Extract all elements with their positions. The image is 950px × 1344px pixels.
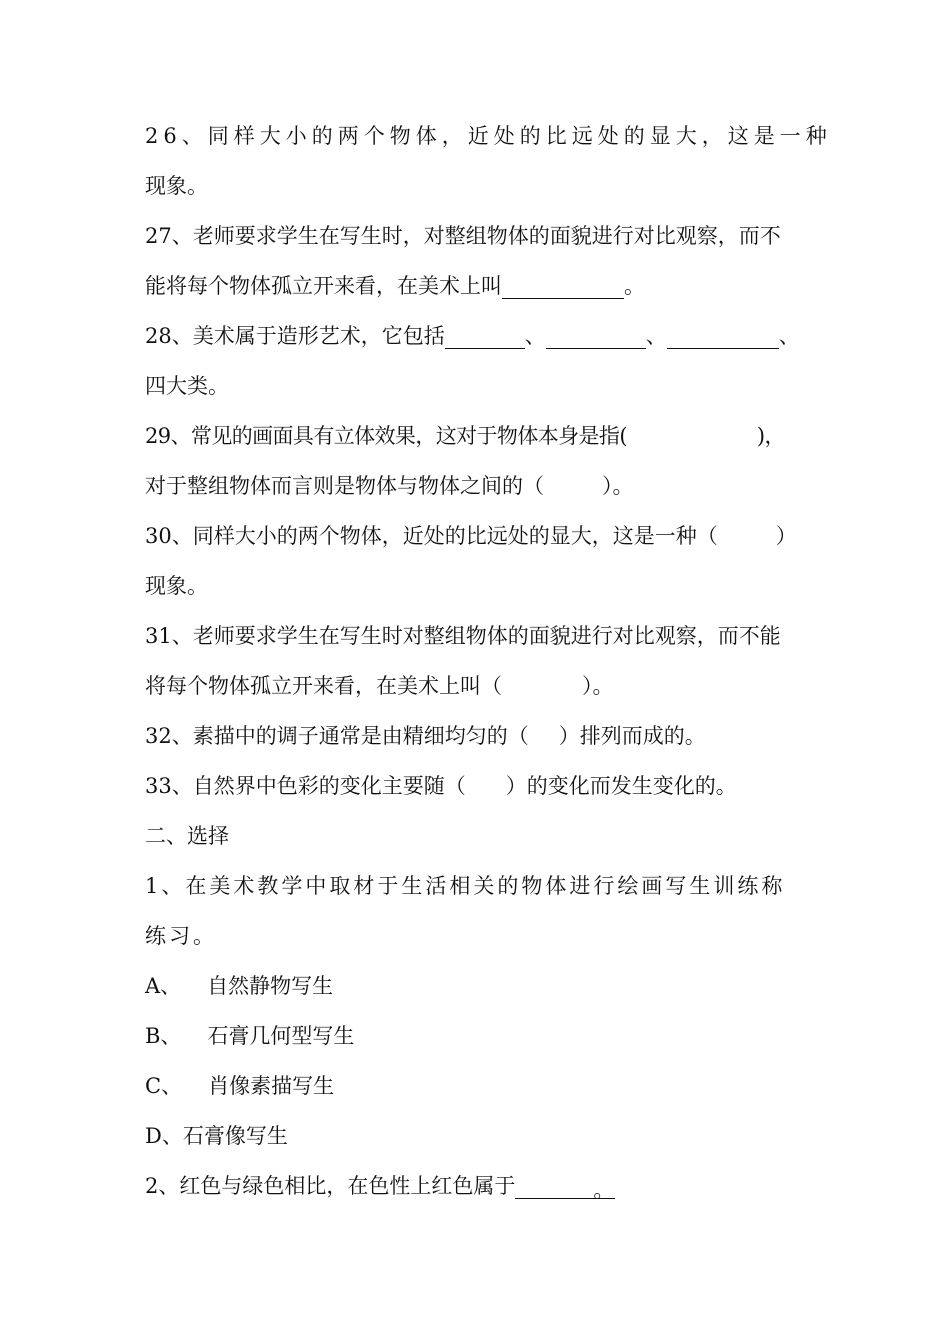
question-text: 红色与绿色相比，在色性上红色属于 bbox=[179, 1174, 516, 1198]
question-28-line-1 bbox=[145, 322, 810, 350]
answer-blank[interactable] bbox=[445, 326, 525, 349]
option-text: 自然静物写生 bbox=[207, 974, 334, 998]
answer-blank[interactable] bbox=[502, 276, 624, 299]
question-number: 33、 bbox=[145, 774, 193, 798]
question-text-end: ）的变化而发生变化的。 bbox=[505, 774, 737, 798]
separator: 、 bbox=[645, 324, 667, 348]
question-text: 四大类。 bbox=[145, 374, 229, 398]
question-29-line-2 bbox=[145, 472, 810, 500]
question-text-end: ） bbox=[775, 524, 797, 548]
question-number: 30、 bbox=[145, 524, 193, 548]
section-title: 二、选择 bbox=[145, 824, 229, 848]
question-text: 老师要求学生在写生时对整组物体的面貌进行对比观察，而不能 bbox=[192, 624, 781, 648]
question-number: 31、 bbox=[145, 624, 193, 648]
answer-blank[interactable] bbox=[546, 326, 646, 349]
choice-question-2-line-1 bbox=[145, 1172, 810, 1200]
question-number: 29、 bbox=[145, 424, 191, 448]
question-26-line-1 bbox=[145, 122, 832, 150]
option-label: B、 bbox=[145, 1024, 182, 1048]
question-27-line-2 bbox=[145, 272, 810, 300]
question-text: 自然界中色彩的变化主要随（ bbox=[192, 774, 466, 798]
question-text: 在美术教学中取材于生活相关的物体进行绘画写生训练称 bbox=[185, 874, 786, 898]
option-label: D、 bbox=[145, 1124, 183, 1148]
option-label: C、 bbox=[145, 1074, 183, 1098]
option-c[interactable] bbox=[145, 1072, 810, 1100]
question-text: 素描中的调子通常是由精细均匀的（ bbox=[192, 724, 529, 748]
question-33-line-1 bbox=[145, 772, 810, 800]
question-number: 2、 bbox=[145, 1174, 180, 1198]
option-a[interactable] bbox=[145, 972, 810, 1000]
question-number: 27、 bbox=[145, 224, 193, 248]
question-text: 练习。 bbox=[145, 924, 217, 948]
question-text-end: ）排列而成的。 bbox=[558, 724, 706, 748]
option-text: 石膏像写生 bbox=[182, 1124, 288, 1148]
question-text: 现象。 bbox=[145, 174, 208, 198]
question-30-line-2 bbox=[145, 572, 810, 600]
question-text-end: 。 bbox=[593, 1178, 615, 1202]
question-text: 常见的画面具有立体效果，这对于物体本身是指( bbox=[190, 424, 627, 448]
question-31-line-1 bbox=[145, 622, 810, 650]
question-text-end: 。 bbox=[624, 274, 645, 298]
question-29-line-1 bbox=[145, 422, 810, 450]
option-text: 石膏几何型写生 bbox=[207, 1024, 355, 1048]
option-d[interactable] bbox=[145, 1122, 810, 1150]
question-text: 老师要求学生在写生时，对整组物体的面貌进行对比观察，而不 bbox=[192, 224, 781, 248]
separator: 、 bbox=[524, 324, 546, 348]
question-text: 能将每个物体孤立开来看，在美术上叫 bbox=[145, 274, 502, 298]
question-text: 现象。 bbox=[145, 574, 208, 598]
question-text-end: ）。 bbox=[582, 674, 614, 698]
question-text: 将每个物体孤立开来看，在美术上叫（ bbox=[145, 674, 502, 698]
question-text: 同样大小的两个物体，近处的比远处的显大，这是一种（ bbox=[192, 524, 718, 548]
choice-question-1-line-1 bbox=[145, 872, 810, 900]
question-number: 32、 bbox=[145, 724, 193, 748]
question-text-end: ）。 bbox=[602, 474, 634, 498]
question-27-line-1 bbox=[145, 222, 810, 250]
question-32-line-1 bbox=[145, 722, 810, 750]
question-text: 美术属于造形艺术，它包括 bbox=[192, 324, 445, 348]
question-28-line-2 bbox=[145, 372, 810, 400]
question-number: 1、 bbox=[145, 874, 186, 898]
option-label: A、 bbox=[145, 974, 182, 998]
question-text: 同样大小的两个物体，近处的比远处的显大，这是一种 bbox=[207, 124, 832, 148]
question-30-line-1 bbox=[145, 522, 810, 550]
option-text: 肖像素描写生 bbox=[208, 1074, 335, 1098]
question-text: 对于整组物体而言则是物体与物体之间的（ bbox=[145, 474, 544, 498]
answer-blank[interactable] bbox=[515, 1176, 615, 1202]
separator: 、 bbox=[778, 324, 800, 348]
choice-question-1-line-2 bbox=[145, 922, 810, 950]
option-b[interactable] bbox=[145, 1022, 810, 1050]
question-number: 26、 bbox=[145, 124, 208, 148]
question-31-line-2 bbox=[145, 672, 810, 700]
question-number: 28、 bbox=[145, 324, 193, 348]
question-text-end: )， bbox=[756, 424, 785, 448]
answer-blank[interactable] bbox=[667, 326, 779, 349]
question-26-line-2 bbox=[145, 172, 810, 200]
